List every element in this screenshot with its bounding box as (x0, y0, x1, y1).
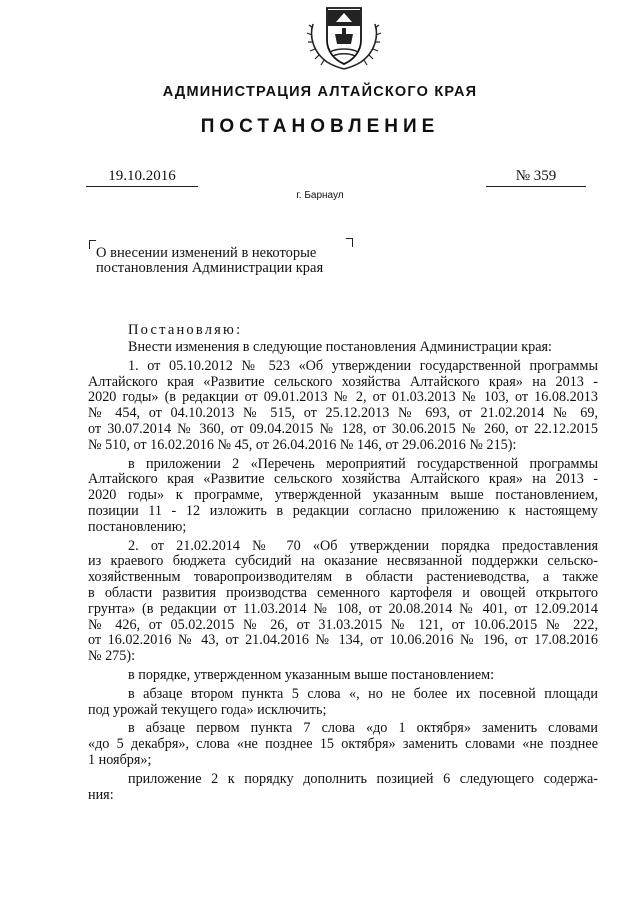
text-line: под урожай текущего года» исключить; (88, 701, 327, 718)
document-city: г. Барнаул (296, 190, 344, 201)
text-line: от 16.02.2016 № 43, от 21.04.2016 № 134, от 10.06.2016 № 196, от 17.08.2016 (88, 632, 598, 649)
document-subject (96, 246, 356, 276)
text-line: № 454, от 04.10.2013 № 515, от 25.12.2013 № 693, от 21.02.2014 № 69, (88, 405, 598, 422)
document-type: ПОСТАНОВЛЕНИЕ (200, 116, 440, 137)
organization-name: АДМИНИСТРАЦИЯ АЛТАЙСКОГО КРАЯ (162, 84, 478, 100)
document-date: 19.10.2016 (86, 168, 198, 187)
subject-corner-left (89, 240, 96, 249)
text-line: приложение 2 к порядку дополнить позицией 6 следующего содержа- (128, 770, 598, 787)
document-body (88, 340, 598, 803)
paragraph-list (88, 359, 598, 804)
subject-line: О внесении изменений в некоторые (96, 245, 317, 261)
subject-line: постановления Администрации края (96, 260, 324, 276)
body-paragraph (88, 668, 598, 684)
text-line: в приложении 2 «Перечень мероприятий государственной программы (128, 455, 598, 472)
text-line: в абзаце втором пункта 5 слова «, но не более их посевной площади (128, 685, 598, 702)
text-line: Алтайского края «Развитие сельского хозяйства Алтайского края» на 2013 - (88, 471, 598, 488)
body-paragraph (88, 721, 598, 768)
text-line: № 510, от 16.02.2016 № 45, от 26.04.2016 № 146, от 29.06.2016 № 215): (88, 436, 517, 453)
text-line: Алтайского края «Развитие сельского хозяйства Алтайского края» на 2013 - (88, 373, 598, 390)
text-line: 2020 годы» к программе, утвержденной указанным выше постановлением, (88, 487, 598, 504)
body-paragraph (88, 687, 598, 719)
text-line: из краевого бюджета субсидий на оказание несвязанной поддержки сельско- (88, 553, 598, 570)
text-line: ния: (88, 786, 114, 803)
text-line: № 275): (88, 648, 136, 665)
body-paragraph (88, 457, 598, 536)
text-line: № 426, от 05.02.2015 № 26, от 31.03.2015 № 121, от 10.06.2015 № 222, (88, 616, 598, 633)
text-line: в порядке, утвержденном указанным выше постановлением: (128, 666, 495, 683)
text-line: хозяйственным товаропроизводителям в области растениеводства, а также (88, 569, 598, 586)
body-paragraph (88, 359, 598, 454)
text-line: позиции 11 - 12 изложить в редакции согласно приложению к настоящему (88, 502, 598, 519)
text-line: от 30.07.2014 № 360, от 09.04.2015 № 128, от 30.06.2015 № 260, от 22.12.2015 (88, 420, 598, 437)
text-line: грунта» (в редакции от 11.03.2014 № 108, от 20.08.2014 № 401, от 12.09.2014 (88, 600, 598, 617)
text-line: постановлению; (88, 518, 187, 535)
text-line: 1 ноября»; (88, 751, 152, 768)
decree-word: Постановляю: (128, 322, 243, 338)
text-line: 1. от 05.10.2012 № 523 «Об утверждении государственной программы (128, 357, 598, 374)
intro-paragraph: Внести изменения в следующие постановления Администрации края: (128, 339, 552, 355)
document-number: № 359 (486, 168, 586, 187)
body-paragraph (88, 539, 598, 665)
text-line: в абзаце первом пункта 7 слова «до 1 октября» заменить словами (128, 720, 598, 737)
body-paragraph (88, 772, 598, 804)
text-line: 2020 годы» (в редакции от 09.01.2013 № 2, от 01.03.2013 № 103, от 16.08.2013 (88, 389, 598, 406)
text-line: в области развития производства семенного картофеля и овощей открытого (88, 584, 598, 601)
coat-of-arms-icon (305, 2, 383, 70)
text-line: 2. от 21.02.2014 № 70 «Об утверждении порядка предоставления (128, 537, 598, 554)
text-line: «до 5 декабря», слова «не позднее 15 октября» заменить словами «не позднее (88, 736, 598, 753)
